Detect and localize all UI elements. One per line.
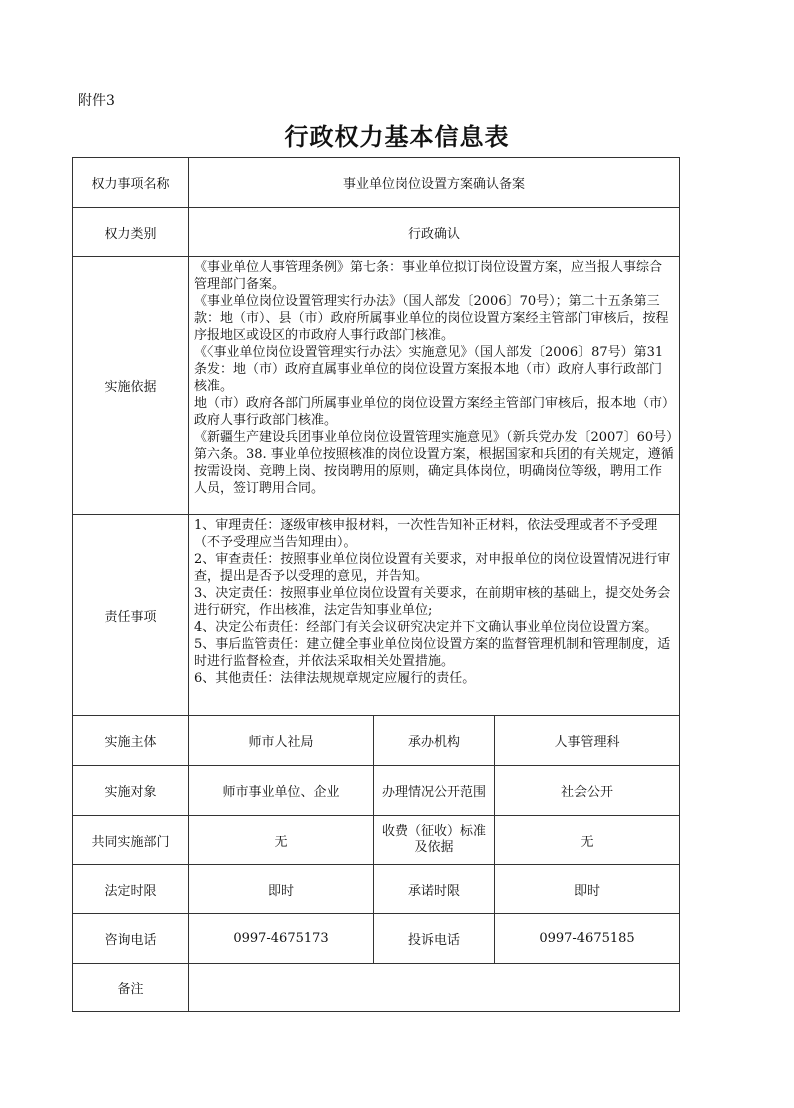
duty-item: 6、其他责任：法律法规规章规定应履行的责任。 [194, 671, 476, 686]
joint-value: 无 [189, 816, 374, 865]
complaint-phone-value: 0997-4675185 [495, 914, 680, 964]
target-value: 师市事业单位、企业 [189, 766, 374, 816]
fee-value: 无 [495, 816, 680, 865]
consult-phone-label: 咨询电话 [73, 914, 189, 964]
basis-paragraph: 《事业单位人事管理条例》第七条：事业单位拟订岗位设置方案，应当报人事综合管理部门备案。 [194, 260, 663, 292]
duty-item: 1、审理责任：逐级审核申报材料，一次性告知补正材料，依法受理或者不予受理（不予受理应当告知理由）。 [194, 518, 658, 550]
basis-paragraph: 《新疆生产建设兵团事业单位岗位设置管理实施意见》（新兵党办发〔2007〕60号）第六条。38. 事业单位按照核准的岗位设置方案，根据国家和兵团的有关规定，遵循按需设岗、竞聘上岗、按岗聘用的原则，确定具体岗位，明确岗位等级，聘用工作人员，签订聘用合同。 [194, 430, 674, 496]
row-time-limit [73, 865, 680, 914]
row-remarks [73, 964, 680, 1012]
basis-paragraph: 《〈事业单位岗位设置管理实行办法〉实施意见》（国人部发〔2006〕87号）第31条发：地（市）政府直属事业单位的岗位设置方案报本地（市）政府人事行政部门核准。 [194, 345, 664, 394]
row-category [73, 208, 680, 257]
remarks-label: 备注 [73, 964, 189, 1012]
page-title: 行政权力基本信息表 [284, 122, 510, 151]
duty-item: 4、决定公布责任：经部门有关会议研究决定并下文确认事业单位岗位设置方案。 [194, 620, 658, 635]
row-name [73, 158, 680, 208]
attachment-label: 附件3 [78, 93, 115, 109]
category-label: 权力类别 [73, 208, 189, 257]
agency-label: 承办机构 [374, 716, 495, 766]
category-value: 行政确认 [189, 208, 680, 257]
agency-value: 人事管理科 [495, 716, 680, 766]
subject-label: 实施主体 [73, 716, 189, 766]
joint-label: 共同实施部门 [73, 816, 189, 865]
row-joint [73, 816, 680, 865]
name-label: 权力事项名称 [73, 158, 189, 208]
duty-item: 3、决定责任：按照事业单位岗位设置有关要求，在前期审核的基础上，提交处务会进行研究，作出核准，法定告知事业单位; [194, 586, 671, 618]
basis-content [189, 257, 680, 515]
row-subject [73, 716, 680, 766]
duty-item: 5、事后监管责任：建立健全事业单位岗位设置方案的监督管理机制和管理制度，适时进行监督检查，并依法采取相关处置措施。 [194, 637, 671, 669]
row-target [73, 766, 680, 816]
fee-label: 收费（征收）标准及依据 [374, 816, 495, 865]
promise-time-value: 即时 [495, 865, 680, 914]
promise-time-label: 承诺时限 [374, 865, 495, 914]
legal-time-value: 即时 [189, 865, 374, 914]
basis-paragraph: 地（市）政府各部门所属事业单位的岗位设置方案经主管部门审核后，报本地（市）政府人事行政部门核准。 [194, 396, 669, 428]
row-basis [73, 257, 680, 515]
row-phone [73, 914, 680, 964]
disclosure-label: 办理情况公开范围 [374, 766, 495, 816]
target-label: 实施对象 [73, 766, 189, 816]
disclosure-value: 社会公开 [495, 766, 680, 816]
name-value: 事业单位岗位设置方案确认备案 [189, 158, 680, 208]
duties-label: 责任事项 [73, 515, 189, 716]
duty-item: 2、审查责任：按照事业单位岗位设置有关要求，对申报单位的岗位设置情况进行审查，提出是否予以受理的意见，并告知。 [194, 552, 671, 584]
subject-value: 师市人社局 [189, 716, 374, 766]
info-table [72, 157, 680, 1012]
consult-phone-value: 0997-4675173 [189, 914, 374, 964]
remarks-value [189, 964, 680, 1012]
basis-label: 实施依据 [73, 257, 189, 515]
basis-paragraph: 《事业单位岗位设置管理实行办法》（国人部发〔2006〕70号）；第二十五条第三款：地（市）、县（市）政府所属事业单位的岗位设置方案经主管部门审核后，按程序报地区或设区的市政府人事行政部门核准。 [194, 294, 669, 343]
legal-time-label: 法定时限 [73, 865, 189, 914]
complaint-phone-label: 投诉电话 [374, 914, 495, 964]
duties-content [189, 515, 680, 716]
row-duties [73, 515, 680, 716]
